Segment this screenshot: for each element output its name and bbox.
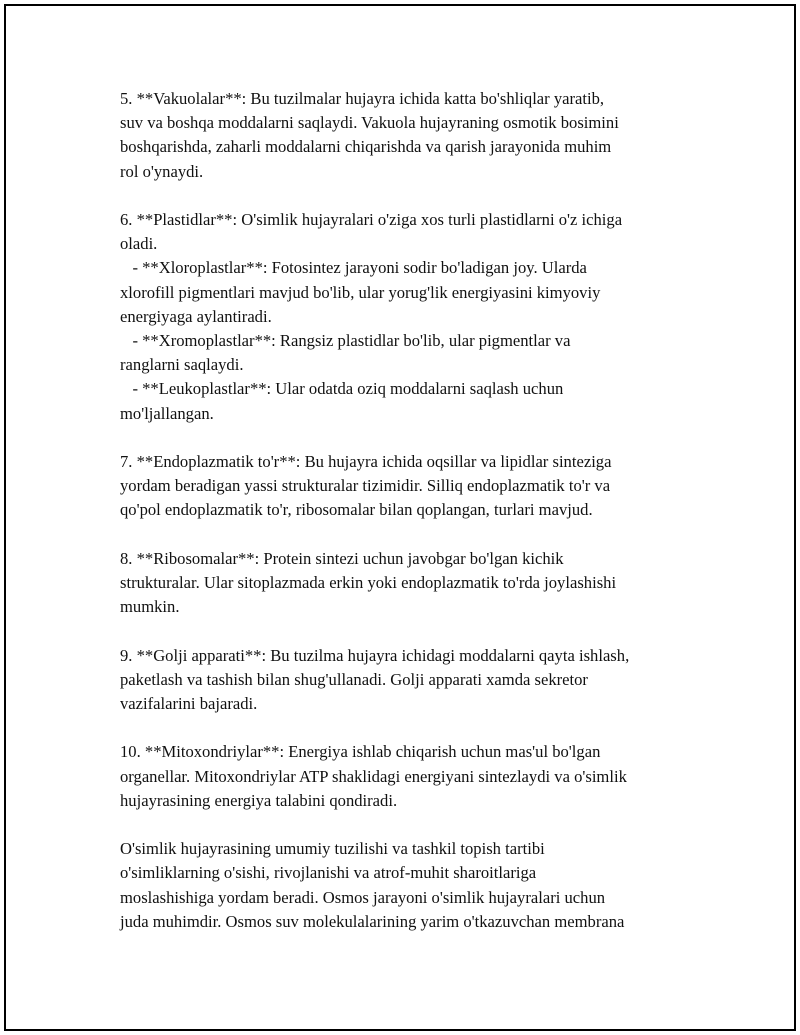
section-mitoxondriylar: [120, 740, 710, 813]
text-line: 9. **Golji apparati**: Bu tuzilma hujayra ichidagi moddalarni qayta ishlash,: [120, 645, 630, 665]
text-line: hujayrasining energiya talabini qondiradi.: [120, 790, 398, 810]
text-line: xlorofill pigmentlari mavjud bo'lib, ular yorug'lik energiyasini kimyoviy: [120, 282, 601, 302]
text-line: rol o'ynaydi.: [120, 161, 204, 181]
section-vakuolalar: [120, 87, 710, 184]
text-line: moslashishiga yordam beradi. Osmos jarayoni o'simlik hujayralari uchun: [120, 887, 606, 907]
text-line: 6. **Plastidlar**: O'simlik hujayralari o'ziga xos turli plastidlarni o'z ichiga: [120, 210, 623, 229]
text-line: oladi.: [120, 234, 158, 254]
text-line: mo'ljallangan.: [120, 403, 214, 423]
text-line: - **Leukoplastlar**: Ular odatda oziq moddalarni saqlash uchun: [120, 379, 564, 399]
text-line: o'simliklarning o'sishi, rivojlanishi va atrof-muhit sharoitlariga: [120, 863, 537, 883]
text-line: O'simlik hujayrasining umumiy tuzilishi va tashkil topish tartibi: [120, 839, 545, 859]
document-body: [120, 87, 710, 958]
text-line: qo'pol endoplazmatik to'r, ribosomalar bilan qoplangan, turlari mavjud.: [120, 500, 593, 520]
text-line: boshqarishda, zaharli moddalarni chiqarishda va qarish jarayonida muhim: [120, 137, 612, 157]
text-line: suv va boshqa moddalarni saqlaydi. Vakuola hujayraning osmotik bosimini: [120, 113, 619, 133]
text-line: 8. **Ribosomalar**: Protein sintezi uchun javobgar bo'lgan kichik: [120, 548, 564, 568]
text-line: ranglarni saqlaydi.: [120, 355, 244, 375]
text-line: 7. **Endoplazmatik to'r**: Bu hujayra ichida oqsillar va lipidlar sinteziga: [120, 452, 612, 472]
text-line: - **Xromoplastlar**: Rangsiz plastidlar bo'lib, ular pigmentlar va: [120, 331, 571, 351]
text-line: vazifalarini bajaradi.: [120, 694, 258, 714]
text-line: 5. **Vakuolalar**: Bu tuzilmalar hujayra ichida katta bo'shliqlar yaratib,: [120, 89, 605, 108]
text-line: energiyaga aylantiradi.: [120, 306, 272, 326]
section-endoplazmatik-tor: [120, 450, 710, 523]
text-line: strukturalar. Ular sitoplazmada erkin yoki endoplazmatik to'rda joylashishi: [120, 573, 617, 593]
text-line: juda muhimdir. Osmos suv molekulalarining yarim o'tkazuvchan membrana: [120, 911, 625, 931]
section-summary: [120, 837, 710, 934]
text-line: 10. **Mitoxondriylar**: Energiya ishlab chiqarish uchun mas'ul bo'lgan: [120, 742, 601, 762]
section-plastidlar: [120, 208, 710, 426]
text-line: mumkin.: [120, 597, 180, 617]
document-page: [4, 4, 796, 1031]
text-line: - **Xloroplastlar**: Fotosintez jarayoni sodir bo'ladigan joy. Ularda: [120, 258, 587, 278]
text-line: yordam beradigan yassi strukturalar tizimidir. Silliq endoplazmatik to'r va: [120, 476, 611, 496]
section-ribosomalar: [120, 547, 710, 620]
text-line: organellar. Mitoxondriylar ATP shaklidagi energiyani sintezlaydi va o'simlik: [120, 766, 627, 786]
section-golji-apparati: [120, 644, 710, 717]
text-line: paketlash va tashish bilan shug'ullanadi. Golji apparati xamda sekretor: [120, 669, 588, 689]
